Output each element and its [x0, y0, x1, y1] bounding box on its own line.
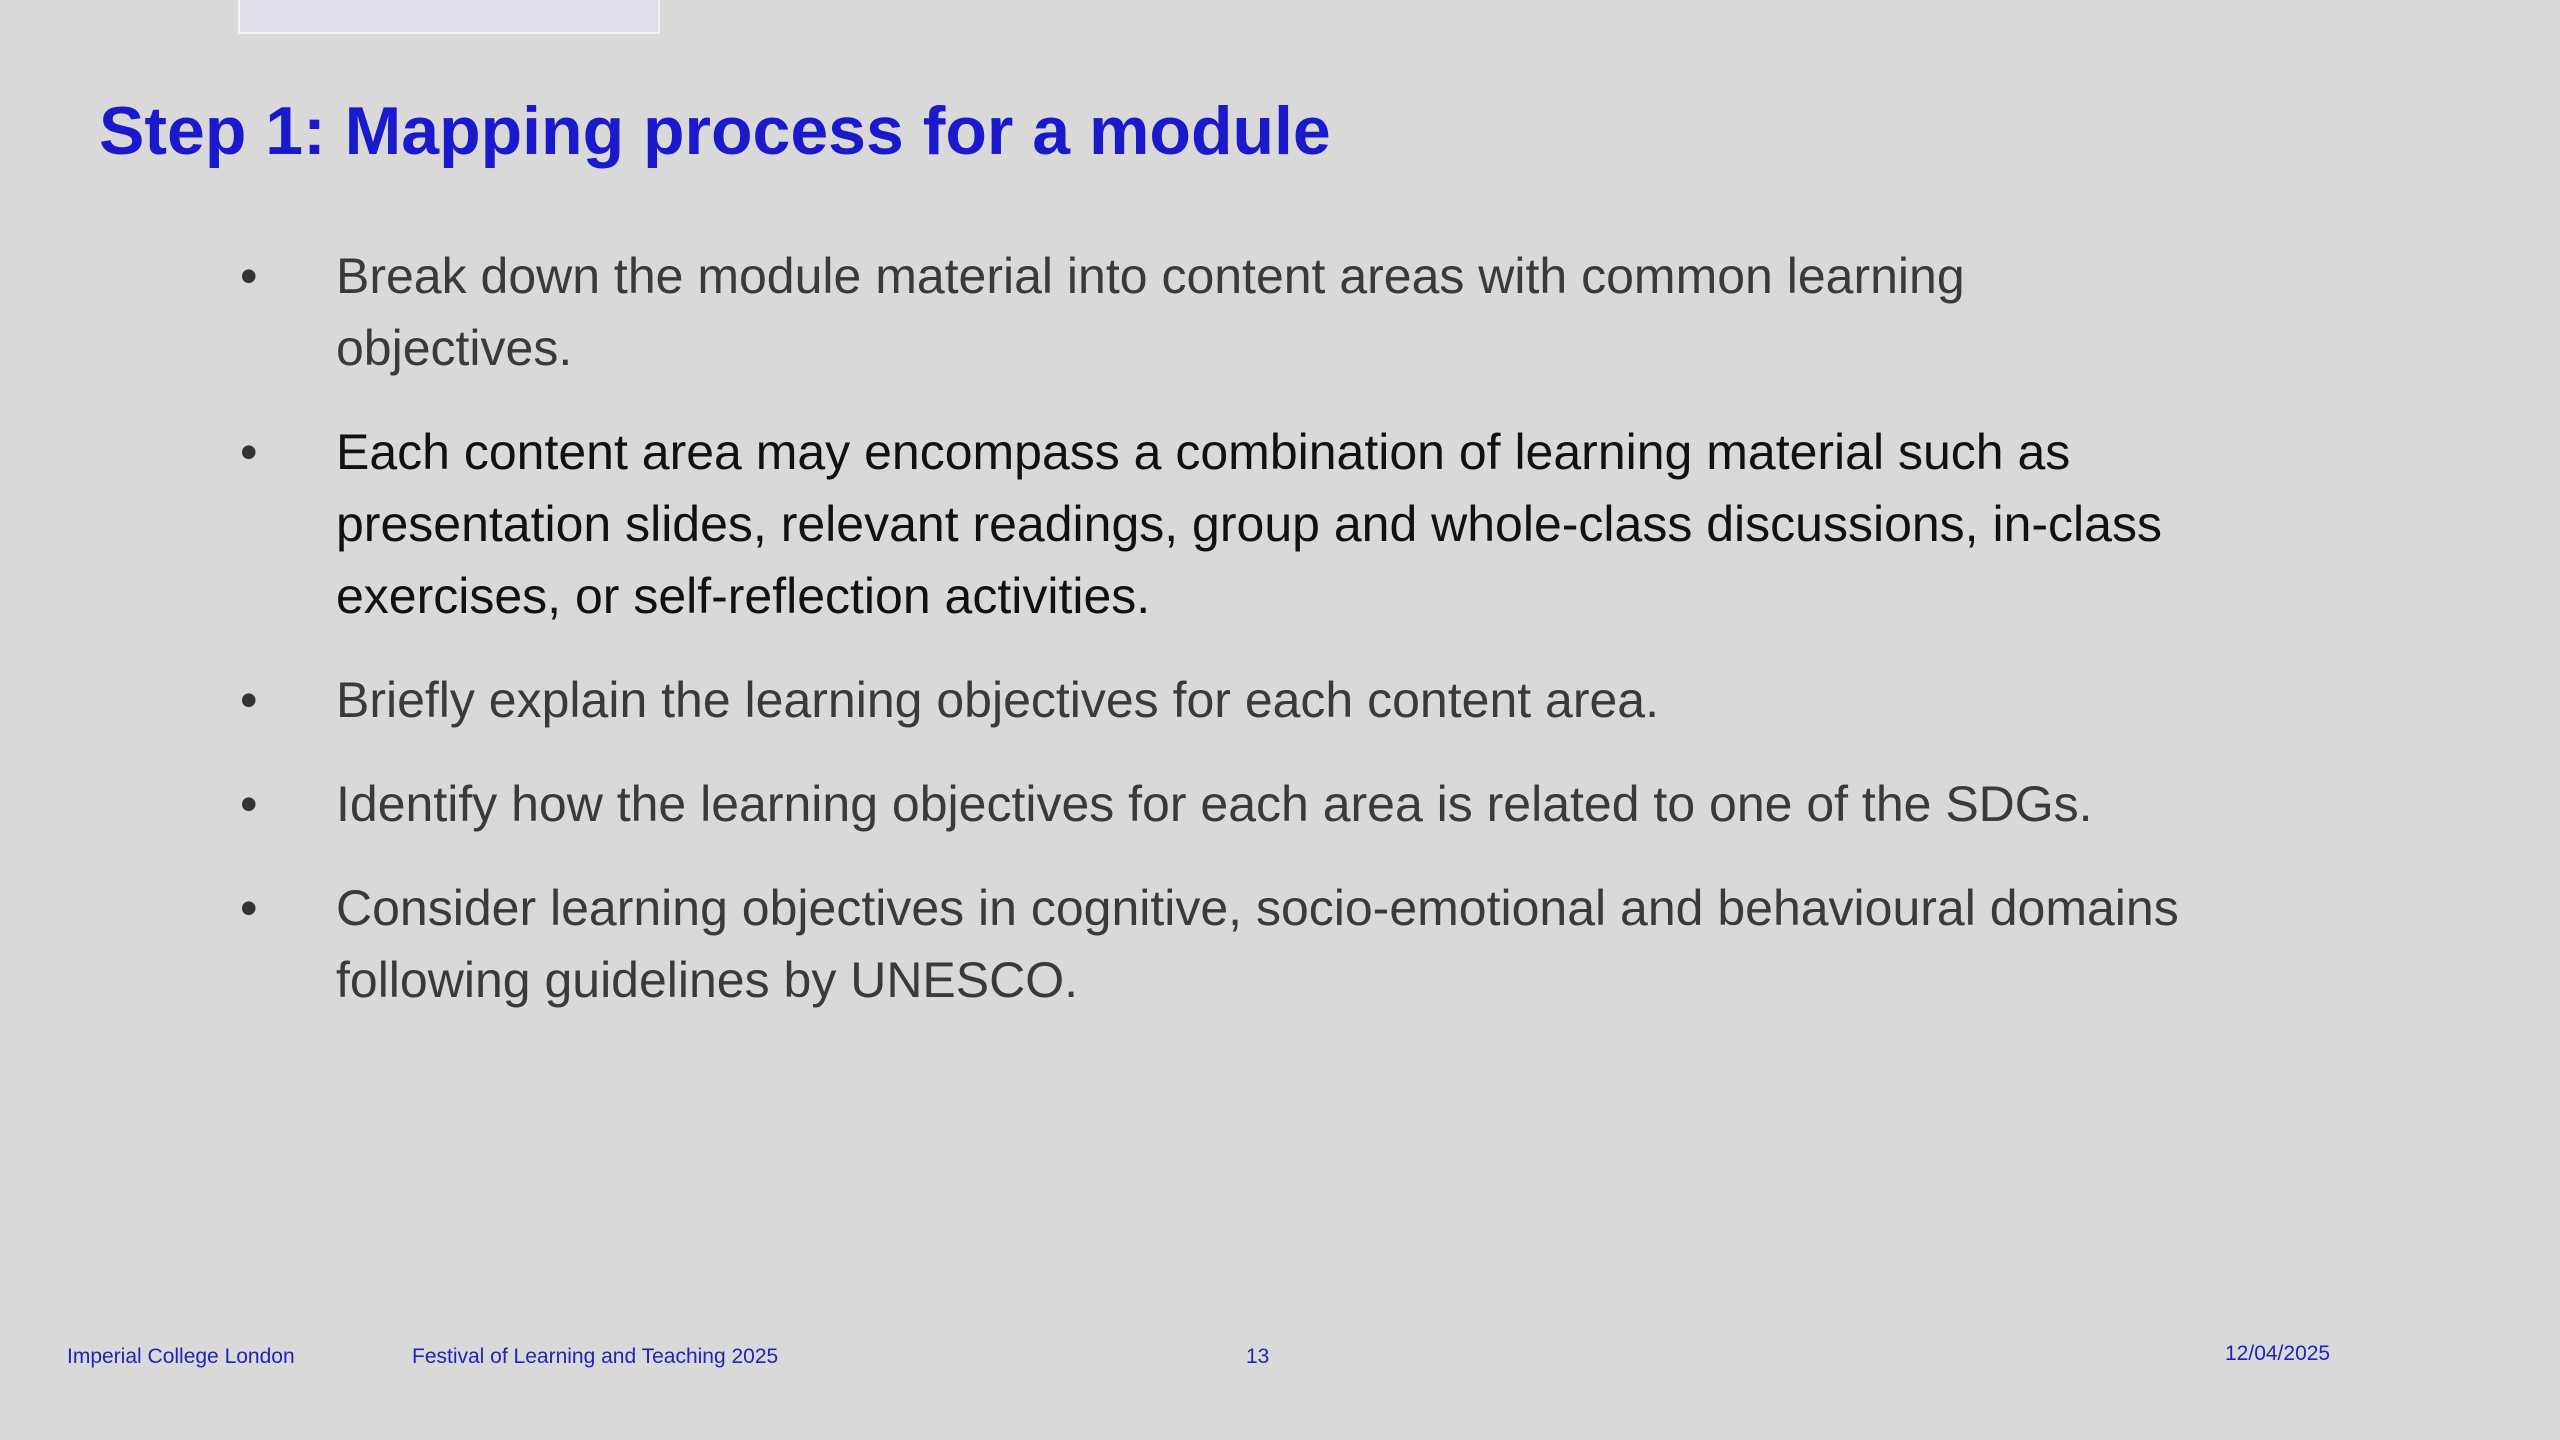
bullet-dot: •	[240, 248, 258, 304]
bullet-item	[0, 664, 2196, 736]
bullet-item	[0, 416, 2196, 632]
bullet-dot: •	[240, 776, 258, 832]
footer-organization: Imperial College London	[67, 1345, 295, 1368]
bullet-text: Briefly explain the learning objectives for each content area.	[336, 672, 1659, 728]
bullet-item	[0, 872, 2196, 1016]
footer-event: Festival of Learning and Teaching 2025	[412, 1345, 779, 1368]
bullet-text: Consider learning objectives in cognitive, socio-emotional and behavioural domains following guidelines by UNESCO.	[336, 880, 2179, 1008]
footer-date: 12/04/2025	[2225, 1342, 2331, 1365]
top-tab	[238, 0, 660, 34]
bullet-list	[0, 240, 2300, 1048]
bullet-dot: •	[240, 880, 258, 936]
bullet-dot: •	[240, 424, 258, 480]
footer-page-number: 13	[1246, 1345, 1270, 1368]
bullet-text: Break down the module material into content areas with common learning objectives.	[336, 248, 1965, 376]
slide-title: Step 1: Mapping process for a module	[99, 93, 1331, 169]
bullet-text: Identify how the learning objectives for each area is related to one of the SDGs.	[336, 776, 2093, 832]
bullet-item	[0, 240, 2196, 384]
bullet-text: Each content area may encompass a combination of learning material such as presentation slides, relevant readings, group and whole-class discussions, in-class exercises, or self-reflection activities.	[336, 424, 2162, 624]
bullet-dot: •	[240, 672, 258, 728]
bullet-item	[0, 768, 2196, 840]
